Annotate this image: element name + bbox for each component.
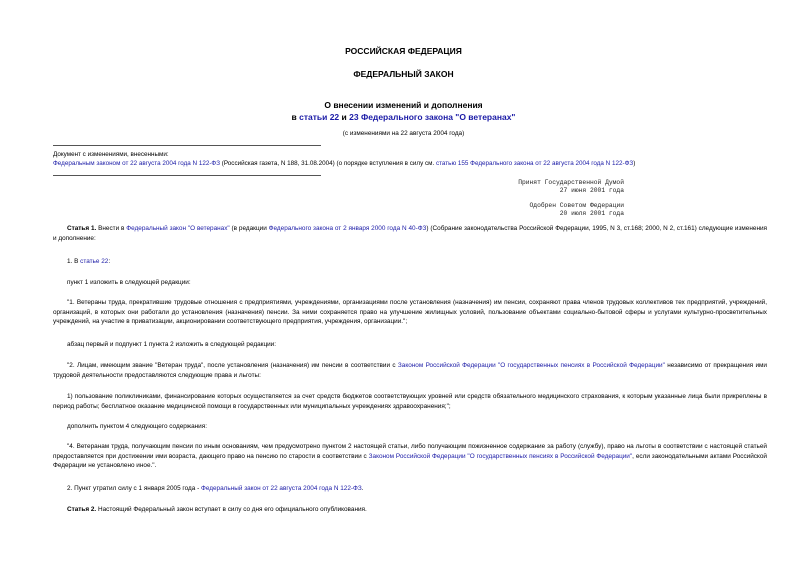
paragraph-8: "4. Ветеранам труда, получающим пенсии по иным основаниям, чем предусмотрено пунктом 2 настоящей статьи, либо получающим пожизненное содержание за работу (службу), право на льготы в соответствии с настоящей статьей предоставляется при достижении ими возраста, дающего право на пенсию по старости в соответствии с Законом Российской Федерации "О государственных пенсиях в Российской Федерации", если законодательными актами Российской Федерации не установлено иное.".: [53, 443, 767, 469]
adoption-council: Одобрен Советом Федерации 20 июля 2001 года: [529, 202, 624, 217]
adoption-duma: Принят Государственной Думой 27 июня 2001 года: [518, 179, 624, 194]
link-veterans-law[interactable]: Федеральный закон "О ветеранах": [126, 225, 230, 232]
link-article-23-veterans-law[interactable]: 23 Федерального закона "О ветеранах": [349, 112, 516, 122]
edition-note: (с изменениями на 22 августа 2004 года): [342, 130, 465, 137]
paragraph-3: "1. Ветераны труда, прекратившие трудовые отношения с предприятиями, учреждениями, организациями после установления (назначения) им пенсии, сохраняют права членов трудовых коллективов тех предприятий, учреждений, организаций, в которых они работали до установления (назначения) пенсии. За ними сохраняется право на улучшение жилищных условий, пользование объектами социально-бытовой сферы и услугами культурно-просветительных учреждений, на участие в приватизации, акционировании соответствующего предприятия, учреждения, организации.";: [53, 299, 767, 325]
doc-type-heading: ФЕДЕРАЛЬНЫЙ ЗАКОН: [353, 69, 454, 79]
paragraph-5: "2. Лицам, имеющим звание "Ветеран труда", после установления (назначения) им пенсии в соответствии с Законом Российской Федерации "О государственных пенсиях в Российской Федерации" независимо от прекращения ими трудовой деятельности предоставляются следующие права и льготы:: [53, 362, 767, 379]
link-law-122fz[interactable]: Федеральным законом от 22 августа 2004 года N 122-ФЗ: [53, 160, 221, 167]
paragraph-4: абзац первый и подпункт 1 пункта 2 изложить в следующей редакции:: [67, 341, 277, 348]
law-title-line1: О внесении изменений и дополнения: [324, 100, 483, 110]
article-1-intro: Статья 1. Внести в Федеральный закон "О ветеранах" (в редакции Федерального закона от 2 января 2000 года N 40-ФЗ) (Собрание законодательства Российской Федерации, 1995, N 3, ст.168; 2000, N 2, ст.161) следующие изменения и дополнение:: [53, 225, 768, 242]
paragraph-6: 1) пользование поликлиниками, финансирование которых осуществляется за счет средств бюджетов соответствующих уровней или средств обязательного медицинского страхования, к которым указанные лица были прикреплены в период работы; бесплатное оказание медицинской помощи в государственных или муниципальных учреждениях здравоохранения;";: [53, 393, 767, 410]
docinfo-bottom-divider: [53, 175, 321, 176]
paragraph-7: дополнить пунктом 4 следующего содержания:: [67, 423, 207, 430]
title-prefix: в: [291, 112, 300, 122]
article-2: Статья 2. Настоящий Федеральный закон вступает в силу со дня его официального опубликования.: [67, 506, 367, 513]
docinfo-text: Федеральным законом от 22 августа 2004 года N 122-ФЗ (Российская газета, N 188, 31.08.2004) (о порядке вступления в силу см. статью 155 Федерального закона от 22 августа 2004 года N 122-ФЗ): [53, 160, 636, 167]
link-article-155[interactable]: статью 155 Федерального закона от 22 августа 2004 года N 122-ФЗ: [435, 160, 634, 167]
paragraph-9: 2. Пункт утратил силу с 1 января 2005 года - Федеральный закон от 22 августа 2004 года N 122-ФЗ.: [67, 485, 364, 492]
link-pensions-law-2[interactable]: Законом Российской Федерации "О государственных пенсиях в Российской Федерации": [368, 452, 633, 460]
docinfo-top-divider: [53, 145, 321, 146]
title-mid: и: [339, 112, 350, 122]
law-title-line2: [0, 112, 807, 122]
country-heading: РОССИЙСКАЯ ФЕДЕРАЦИЯ: [345, 46, 462, 56]
link-pensions-law[interactable]: Законом Российской Федерации "О государственных пенсиях в Российской Федерации": [397, 362, 665, 369]
link-law-40fz[interactable]: Федерального закона от 2 января 2000 года N 40-ФЗ: [268, 225, 427, 232]
article-2-label: Статья 2.: [67, 506, 97, 513]
link-article-22-body[interactable]: статье 22: [80, 258, 109, 265]
paragraph-1: 1. В статье 22:: [67, 258, 111, 265]
article-1-label: Статья 1.: [67, 225, 97, 232]
link-law-122fz-2[interactable]: Федеральный закон от 22 августа 2004 года N 122-ФЗ: [201, 485, 362, 492]
link-article-22[interactable]: статьи 22: [299, 112, 340, 122]
docinfo-label: Документ с изменениями, внесенными:: [53, 151, 169, 158]
paragraph-2: пункт 1 изложить в следующей редакции:: [67, 279, 191, 286]
docinfo-block: [53, 150, 773, 168]
